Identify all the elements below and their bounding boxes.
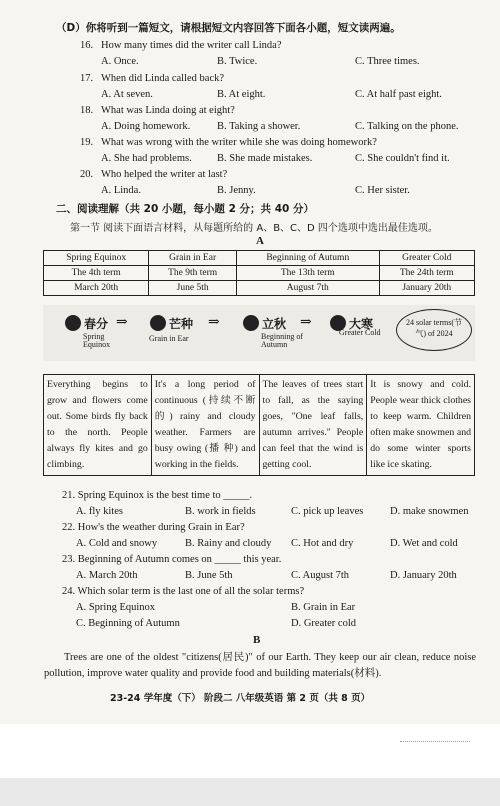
banner-term-cn: 芒种 [169, 317, 194, 331]
table-cell: The 4th term [44, 266, 149, 281]
question-text: 24. Which solar term is the last one of all the solar terms? [62, 586, 305, 597]
banner-term-en: Beginning of Autumn [261, 332, 303, 349]
option: B. At eight. [217, 89, 266, 100]
passage-b-text: Trees are one of the oldest "citizens(居民)" of our Earth. They keep our air clean, reduce noise pollution, improve water quality and provide food and building materials(材料). [44, 652, 476, 679]
question-number: 17. [80, 73, 94, 84]
question-number: 18. [80, 105, 94, 116]
beginning-of-autumn-icon [243, 315, 259, 331]
reading-section-title: 二、阅读理解（共 20 小题，每小题 2 分；共 40 分） [56, 203, 314, 215]
spring-equinox-icon [65, 315, 81, 331]
table-row [44, 375, 475, 476]
question-text: What was Linda doing at eight? [101, 105, 235, 116]
table-cell: The 9th term [149, 266, 237, 281]
oval-text: 24 solar terms(节气) of 2024 [406, 318, 462, 338]
option: C. Hot and dry [291, 538, 354, 549]
description-cell: It's a long period of continuous (持续不断的) rainy and cloudy weather. Farmers are busy owing (播 种) and working in the fields. [151, 375, 259, 476]
option: C. Beginning of Autumn [76, 618, 180, 629]
option: C. She couldn't find it. [355, 153, 450, 164]
banner-term-en: Spring Equinox [83, 332, 111, 349]
table-cell: March 20th [44, 281, 149, 296]
option: A. fly kites [76, 506, 123, 517]
table-row [44, 266, 475, 281]
option: B. Twice. [217, 56, 258, 67]
bottom-bar [0, 778, 500, 806]
option: D. Wet and cold [390, 538, 458, 549]
solar-terms-table [43, 250, 475, 296]
dotted-line [400, 741, 470, 742]
description-cell: It is snowy and cold. People wear thick clothes to keep warm. Children often make snowmen and do some winter sports like ice skating. [367, 375, 475, 476]
question-text: 22. How's the weather during Grain in Ear? [62, 522, 245, 533]
banner-term-cn: 立秋 [262, 317, 287, 331]
table-cell: Greater Cold [379, 251, 474, 266]
table-cell: August 7th [237, 281, 380, 296]
banner-term-cn: 大寒 [349, 317, 374, 331]
description-cell: The leaves of trees start to fall, as the saying goes, "One leaf falls, autumn arrives." People can feel that the wind is getting cool. [259, 375, 367, 476]
question-number: 16. [80, 40, 94, 51]
question-text: 23. Beginning of Autumn comes on _____ this year. [62, 554, 282, 565]
option: C. Her sister. [355, 185, 410, 196]
option: B. Jenny. [217, 185, 256, 196]
option: B. She made mistakes. [217, 153, 313, 164]
option: B. June 5th [185, 570, 233, 581]
table-cell: The 13th term [237, 266, 380, 281]
table-row [44, 281, 475, 296]
table-cell: Grain in Ear [149, 251, 237, 266]
option: D. make snowmen [390, 506, 469, 517]
grain-in-ear-icon [150, 315, 166, 331]
arrow-icon: ⇒ [116, 315, 128, 330]
arrow-icon: ⇒ [208, 315, 220, 330]
option: C. Three times. [355, 56, 420, 67]
option: C. Talking on the phone. [355, 121, 459, 132]
banner-term-cn: 春分 [84, 317, 109, 331]
table-cell: June 5th [149, 281, 237, 296]
solar-terms-oval [396, 309, 472, 351]
option: C. August 7th [291, 570, 350, 581]
solar-term-descriptions [43, 374, 475, 476]
question-text: Who helped the writer at last? [101, 169, 228, 180]
part-one-instructions: 第一节 阅读下面语言材料，从每题所给的 A、B、C、D 四个选项中选出最佳选项。 [70, 223, 438, 234]
description-cell: Everything begins to grow and flowers come out. Some birds fly back to the north. People always fly kites and go climbing. [44, 375, 152, 476]
passage-a-label: A [256, 235, 264, 247]
option: C. pick up leaves [291, 506, 364, 517]
question-text: 21. Spring Equinox is the best time to _____. [62, 490, 253, 501]
table-cell: January 20th [379, 281, 474, 296]
option: D. Greater cold [291, 618, 357, 629]
table-cell: Spring Equinox [44, 251, 149, 266]
option: B. Grain in Ear [291, 602, 356, 613]
passage-b-label: B [253, 634, 261, 646]
option: A. Spring Equinox [76, 602, 156, 613]
option: A. Doing homework. [101, 121, 191, 132]
solar-terms-banner [43, 305, 475, 361]
option: D. January 20th [390, 570, 457, 581]
table-row [44, 251, 475, 266]
option: C. At half past eight. [355, 89, 442, 100]
option: B. Taking a shower. [217, 121, 301, 132]
banner-term-en: Grain in Ear [149, 334, 189, 343]
option: A. At seven. [101, 89, 153, 100]
option: A. Once. [101, 56, 139, 67]
option: A. She had problems. [101, 153, 192, 164]
question-text: What was wrong with the writer while she was doing homework? [101, 137, 377, 148]
listening-section-d-heading: （D）你将听到一篇短文，请根据短文内容回答下面各小题，短文读两遍。 [56, 22, 401, 34]
table-cell: Beginning of Autumn [237, 251, 380, 266]
option: A. Linda. [101, 185, 141, 196]
page-footer: 23-24 学年度（下） 阶段二 八年级英语 第 2 页（共 8 页） [110, 693, 371, 704]
question-text: When did Linda called back? [101, 73, 225, 84]
option: B. work in fields [185, 506, 256, 517]
arrow-icon: ⇒ [300, 315, 312, 330]
question-text: How many times did the writer call Linda? [101, 40, 282, 51]
question-number: 20. [80, 169, 94, 180]
option: A. Cold and snowy [76, 538, 158, 549]
banner-term-en: Greater Cold [339, 328, 381, 337]
table-cell: The 24th term [379, 266, 474, 281]
question-number: 19. [80, 137, 94, 148]
option: B. Rainy and cloudy [185, 538, 272, 549]
option: A. March 20th [76, 570, 138, 581]
